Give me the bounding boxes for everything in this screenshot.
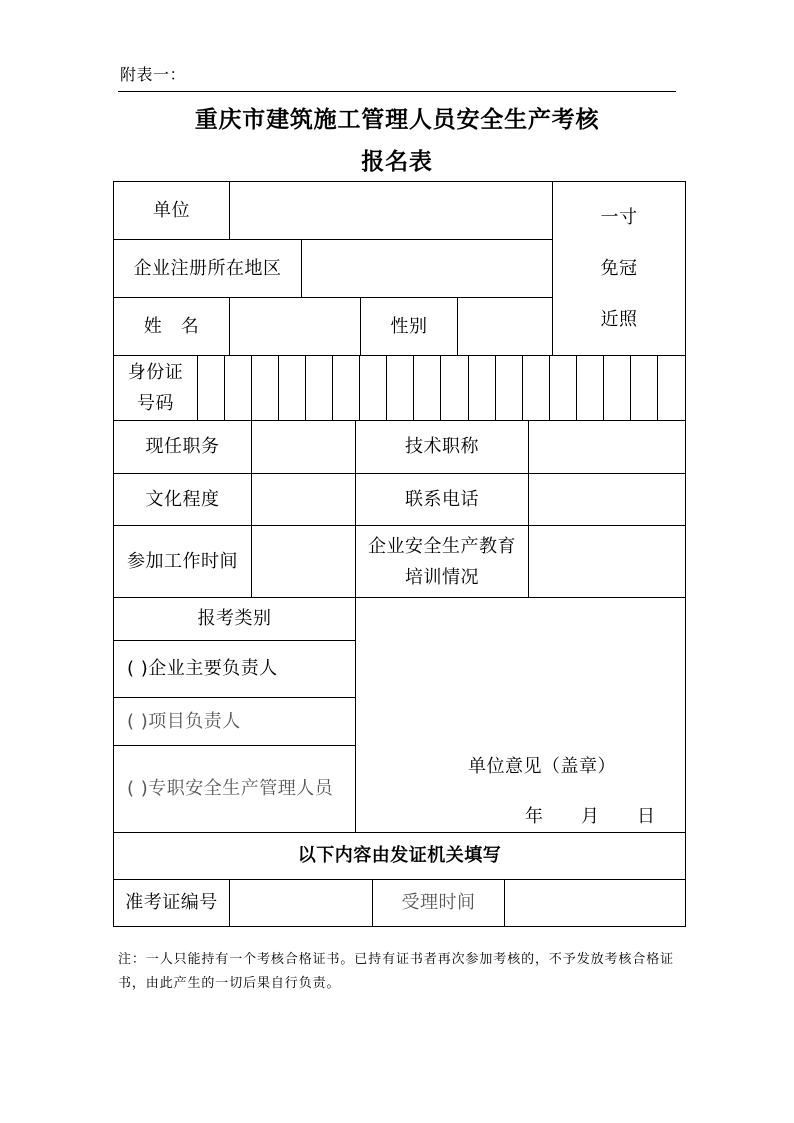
id-digit-cell[interactable] — [631, 356, 658, 420]
acceptance-time-label-text: 受理时间 — [401, 892, 476, 913]
id-label — [113, 355, 198, 421]
unit-opinion-label: 单位意见（盖章） — [468, 756, 616, 777]
current-position-field[interactable] — [251, 420, 356, 474]
exam-category-option-safety-officer[interactable] — [113, 745, 356, 833]
attachment-label: 附表一： — [120, 65, 187, 84]
unit-opinion-box[interactable] — [355, 597, 686, 833]
id-digit-cell[interactable] — [604, 356, 631, 420]
technical-title-label — [355, 420, 529, 474]
name-label — [113, 297, 230, 356]
training-label-text: 企业安全生产教育培训情况 — [368, 535, 516, 588]
name-label-text: 姓 名 — [143, 315, 200, 337]
id-digit-cell[interactable] — [577, 356, 604, 420]
date-day-label: 日 — [637, 806, 656, 827]
current-position-label — [113, 420, 252, 474]
header-rule — [118, 91, 676, 92]
ticket-number-label — [113, 879, 230, 927]
gender-field[interactable] — [457, 297, 553, 356]
acceptance-time-field[interactable] — [504, 879, 686, 927]
education-label-text: 文化程度 — [145, 488, 220, 510]
id-digit-cell[interactable] — [360, 356, 387, 420]
region-label-text: 企业注册所在地区 — [133, 257, 282, 279]
exam-category-option-label: ( )专职安全生产管理人员 — [127, 778, 334, 799]
exam-category-header-text: 报考类别 — [197, 608, 272, 629]
footnote: 注：一人只能持有一个考核合格证书。已持有证书者再次参加考核的，不予发放考核合格证书，由此产生的一切后果自行负责。 — [118, 952, 675, 991]
acceptance-time-label — [372, 879, 505, 927]
education-field[interactable] — [251, 473, 356, 526]
region-label — [113, 239, 302, 298]
exam-category-header — [113, 597, 356, 641]
id-digit-cell[interactable] — [414, 356, 441, 420]
id-digit-cell[interactable] — [252, 356, 279, 420]
training-field[interactable] — [528, 525, 686, 598]
work-start-label — [113, 525, 252, 598]
current-position-label-text: 现任职务 — [145, 436, 220, 457]
form-title-line1: 重庆市建筑施工管理人员安全生产考核 — [194, 107, 600, 133]
work-start-field[interactable] — [251, 525, 356, 598]
id-digit-cell[interactable] — [198, 356, 225, 420]
id-digit-cell[interactable] — [279, 356, 306, 420]
id-number-grid — [197, 355, 686, 421]
phone-label-text: 联系电话 — [405, 488, 479, 510]
id-label-text: 身份证号码 — [127, 362, 184, 414]
unit-label-text: 单位 — [153, 199, 190, 221]
ticket-number-label-text: 准考证编号 — [125, 892, 218, 913]
date-month-label: 月 — [581, 806, 600, 827]
name-field[interactable] — [229, 297, 361, 356]
technical-title-label-text: 技术职称 — [405, 436, 479, 457]
phone-field[interactable] — [528, 473, 686, 526]
technical-title-field[interactable] — [528, 420, 686, 474]
phone-label — [355, 473, 529, 526]
region-field[interactable] — [301, 239, 553, 298]
photo-box[interactable] — [552, 181, 686, 356]
id-digit-cell[interactable] — [441, 356, 468, 420]
photo-note: 一寸免冠近照 — [600, 207, 638, 330]
date-year-label: 年 — [525, 806, 544, 827]
id-digit-cell[interactable] — [658, 356, 685, 420]
issuer-section-label: 以下内容由发证机关填写 — [297, 845, 502, 866]
unit-label — [113, 181, 230, 240]
id-digit-cell[interactable] — [306, 356, 333, 420]
exam-category-option-label: ( )企业主要负责人 — [127, 658, 278, 679]
education-label — [113, 473, 252, 526]
registration-table — [113, 181, 686, 927]
id-digit-cell[interactable] — [387, 356, 414, 420]
id-digit-cell[interactable] — [333, 356, 360, 420]
exam-category-option-label: ( )项目负责人 — [127, 710, 241, 732]
id-digit-cell[interactable] — [523, 356, 550, 420]
id-digit-cell[interactable] — [225, 356, 252, 420]
issuer-section-header — [113, 832, 686, 880]
id-digit-cell[interactable] — [469, 356, 496, 420]
id-digit-cell[interactable] — [496, 356, 523, 420]
form-title-line2: 报名表 — [361, 149, 433, 175]
id-digit-cell[interactable] — [550, 356, 577, 420]
unit-field[interactable] — [229, 181, 553, 240]
gender-label — [360, 297, 458, 356]
exam-category-option-project-manager[interactable] — [113, 697, 356, 746]
ticket-number-field[interactable] — [229, 879, 373, 927]
gender-label-text: 性别 — [390, 315, 428, 337]
training-label — [355, 525, 529, 598]
work-start-label-text: 参加工作时间 — [127, 550, 238, 572]
exam-category-option-principal[interactable] — [113, 640, 356, 698]
